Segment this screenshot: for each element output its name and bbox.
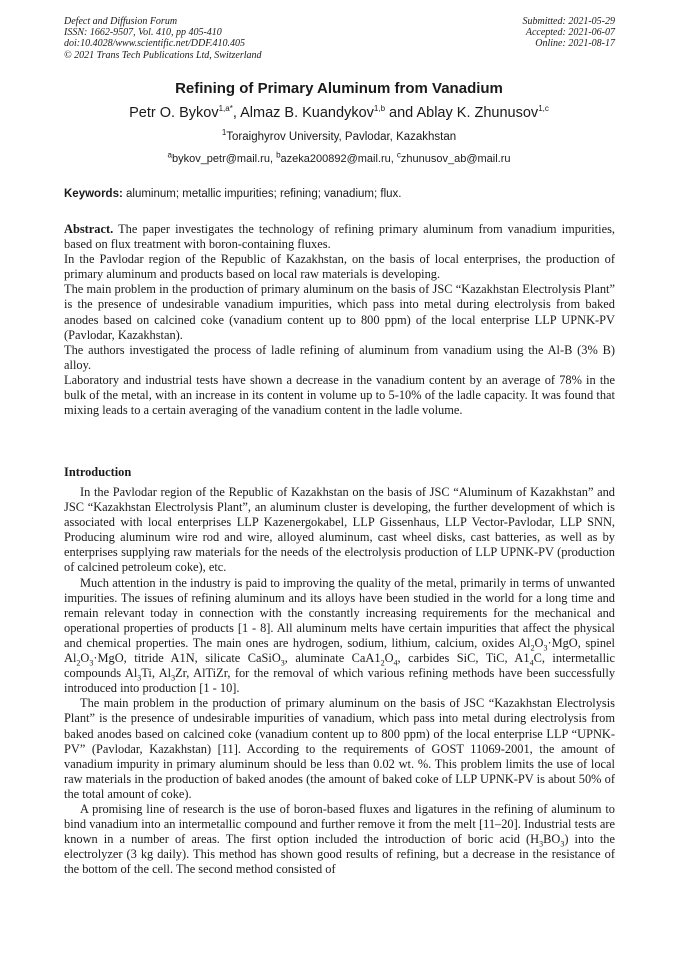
abstract [64, 222, 615, 418]
email-link[interactable]: zhunusov_ab@mail.ru [400, 153, 511, 165]
email-mark: c [396, 150, 401, 160]
keywords [64, 188, 615, 200]
email-link[interactable]: bykov_petr@mail.ru [171, 153, 270, 165]
author-and: and [385, 105, 417, 121]
intro-paragraph [64, 802, 615, 877]
author-name: Ablay K. Zhunusov [416, 105, 539, 121]
author-name: Almaz B. Kuandykov [240, 105, 374, 121]
intro-text: Much attention in the industry is paid to improving the quality of the metal, primarily in terms of unwanted impurities. The issues of refining aluminum and its alloys have been studied in the world for a long time and remain relevant today in connection with the constantly increasing requirements for the mechanical and operational properties of products [1 - 8]. All aluminum melts have certain impurities that affect the physical and chemical properties. The main ones are hydrogen, sodium, lithium, calcium, oxides Al [64, 575, 615, 650]
intro-paragraph: The main problem in the production of primary aluminum on the basis of JSC “Kazakhstan Electrolysis Plant” is the presence of undesirable impurities of vanadium, which pass into metal during electrolysis from baked anodes based on calcined coke (vanadium content up to 800 ppm) of the local enterprise LLP “UPNK-PV” (Pavlodar, Kazakhstan) [11]. According to the requirements of GOST 11069-2001, the amount of vanadium impurity in primary aluminum should be less than 0.02 wt. %. This problem limits the use of local raw materials in the production of baked anodes (the amount of baked coke of LLP UPNK-PV is about 50% of the total amount of coke). [64, 696, 615, 801]
subscript: 4 [529, 658, 534, 668]
intro-text: O [534, 635, 544, 650]
journal-info [64, 16, 262, 61]
paper-title: Refining of Primary Aluminum from Vanadium [175, 80, 503, 97]
abstract-paragraph [64, 222, 615, 252]
author-name: Petr O. Bykov [129, 105, 219, 121]
subscript: 2 [76, 658, 81, 668]
intro-text: ·MgO, spinel Al [64, 635, 615, 666]
keywords-text: aluminum; metallic impurities; refining; vanadium; flux. [122, 188, 402, 200]
email-mark: a [167, 150, 172, 160]
subscript: 3 [543, 643, 548, 653]
email-list [0, 150, 678, 165]
intro-text: , carbides SiC, TiC, A1 [397, 651, 530, 666]
affiliation-mark: 1 [221, 128, 227, 138]
intro-text: Ti, Al [141, 666, 172, 681]
intro-text: C, intermetallic compounds Al [64, 651, 616, 681]
abstract-paragraph: The main problem in the production of primary aluminum on the basis of JSC “Kazakhstan Electrolysis Plant” is the presence of undesirable vanadium impurities, which pass into metal during electrolysis from baked anodes based on calcined coke (vanadium content up to 800 ppm) of the local enterprise LLP UPNK-PV (Pavlodar, Kazakhstan). [64, 282, 615, 342]
intro-text: , aluminate CaA1 [284, 651, 381, 666]
dates-info [523, 16, 616, 50]
subscript: 3 [89, 658, 94, 668]
intro-text: BO [543, 832, 561, 847]
author-affil-mark: 1,c [538, 104, 549, 114]
email-link[interactable]: azeka200892@mail.ru [280, 153, 391, 165]
intro-text: ) into the electrolyzer (3 kg daily). This method has shown good results of refining, but a decrease in the resistance of the bottom of the cell. The second method consisted of [64, 832, 615, 877]
issn-line: ISSN: 1662-9507, Vol. 410, pp 405-410 [64, 27, 222, 39]
subscript: 2 [530, 643, 535, 653]
author-list [0, 105, 678, 121]
submitted-date: Submitted: 2021-05-29 [522, 16, 615, 27]
subscript: 3 [137, 673, 142, 683]
abstract-paragraph: Laboratory and industrial tests have shown a decrease in the vanadium content by an average of 78% in the bulk of the metal, with an increase in its content in volume up to 5-10% of the ladle capacity. It was found that mixing leads to a certain averaging of the vanadium content in the ladle volume. [64, 372, 615, 418]
intro-text: ·MgO, titride A1N, silicate CaSiO [93, 651, 281, 666]
abstract-paragraph: In the Pavlodar region of the Republic of Kazakhstan, on the basis of local enterprises, the production of primary aluminum and products based on local raw materials is developing. [64, 252, 615, 282]
intro-text: Zr, AlTiZr, for the removal of which various refining methods have been successfully introduced into production [1 - 10]. [64, 666, 616, 696]
intro-paragraph: In the Pavlodar region of the Republic of Kazakhstan on the basis of JSC “Aluminum of Kazakhstan” and JSC “Kazakhstan Electrolysis Plant”, an aluminum cluster is developing, the further development of which is associated with local enterprises LLP Kazenergokabel, LLP Gissenhaus, LLP Vector-Pavlodar, LLP SNN, Producing aluminum wire rod and wire, alloyed aluminum, cast wheel disks, cast batteries, as well as by enterprises supplying raw materials for the needs of the electrolysis production of LLP UPNK-PV (production of calcined petroleum coke), etc. [64, 485, 615, 575]
affiliation-text: Toraighyrov University, Pavlodar, Kazakhstan [226, 131, 457, 143]
intro-text: O [80, 651, 90, 666]
keywords-label: Keywords: [64, 188, 123, 200]
email-mark: b [276, 150, 281, 160]
subscript: 2 [380, 658, 385, 668]
subscript: 3 [280, 658, 285, 668]
abstract-label: Abstract. [64, 222, 114, 236]
email-separator: , [390, 153, 397, 165]
subscript: 3 [539, 839, 544, 849]
accepted-date: Accepted: 2021-06-07 [525, 27, 615, 39]
copyright-line: © 2021 Trans Tech Publications Ltd, Switzerland [64, 49, 262, 61]
affiliation [0, 128, 678, 143]
abstract-text: The paper investigates the technology of refining primary aluminum from vanadium impurities, based on flux treatment with boron-containing fluxes. [64, 222, 615, 252]
author-affil-mark: 1,a* [218, 104, 233, 114]
section-heading-introduction: Introduction [64, 465, 132, 479]
intro-text: A promising line of research is the use of boron-based fluxes and ligatures in the refining of aluminum to bind vanadium into an intermetallic compound and further remove it from the melt [11–20]. Industrial tests are known in a number of areas. The first option included the introduction of boric acid (H [64, 801, 615, 847]
author-affil-mark: 1,b [373, 104, 386, 114]
subscript: 3 [560, 839, 565, 849]
subscript: 4 [393, 658, 398, 668]
subscript: 3 [171, 673, 176, 683]
journal-name: Defect and Diffusion Forum [64, 16, 178, 27]
intro-paragraph [64, 576, 615, 697]
intro-text: O [384, 651, 394, 666]
email-separator: , [269, 153, 277, 165]
doi-line: doi:10.4028/www.scientific.net/DDF.410.405 [64, 38, 246, 50]
abstract-paragraph: The authors investigated the process of ladle refining of aluminum from vanadium using the Al-B (3% B) alloy. [64, 342, 615, 372]
introduction-body [64, 485, 615, 877]
online-date: Online: 2021-08-17 [535, 38, 615, 50]
author-separator: , [232, 105, 241, 121]
